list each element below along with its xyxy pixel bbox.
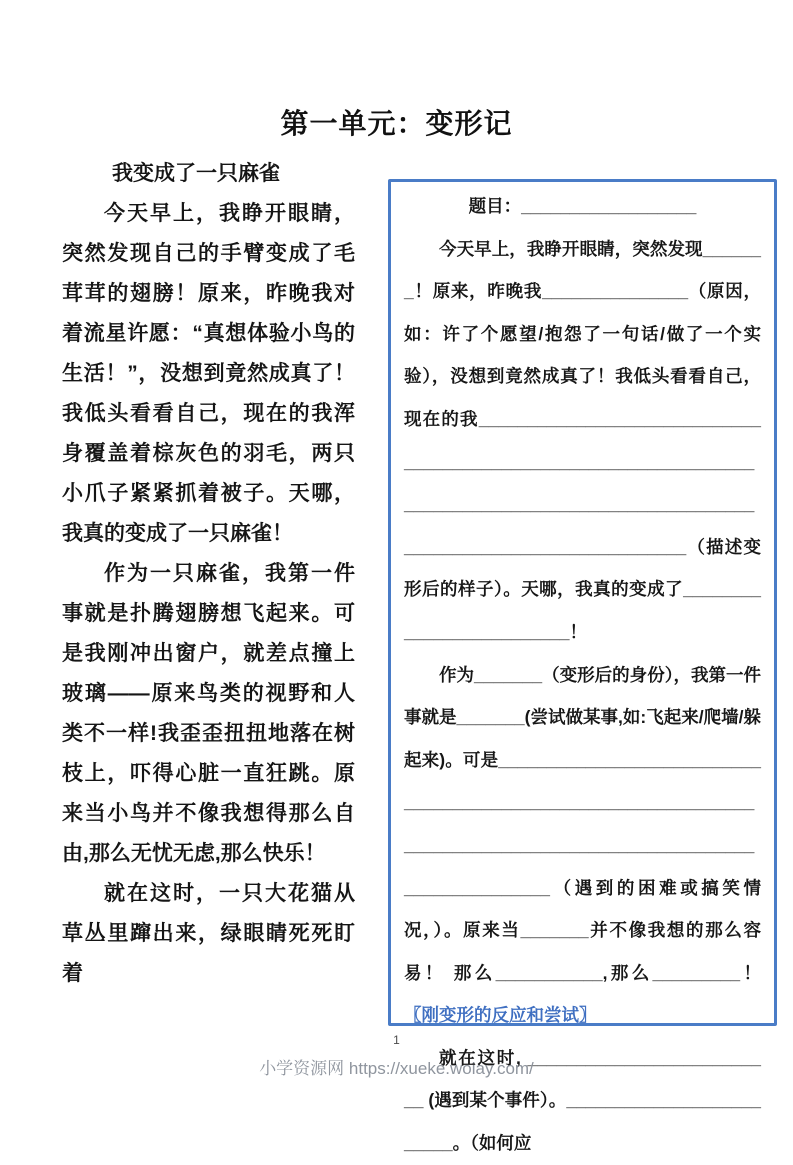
essay-paragraph: 今天早上，我睁开眼睛，突然发现自己的手臂变成了毛茸茸的翅膀！原来，昨晚我对着流星许愿：“真想体验小鸟的生活！”，没想到竟然成真了！我低头看看自己，现在的我浑身覆盖着棕灰色的羽毛，两只小爪子紧紧抓着被子。天哪，我真的变成了一只麻雀！: [62, 202, 355, 545]
example-essay: [62, 154, 355, 994]
essay-paragraphs: [62, 194, 355, 994]
essay-paragraph: 作为一只麻雀，我第一件事就是扑腾翅膀想飞起来。可是我刚冲出窗户，就差点撞上玻璃——原来鸟类的视野和人类不一样!我歪歪扭扭地落在树枝上，吓得心脏一直狂跳。原来当小鸟并不像我想得那么自由,那么无忧无虑,那么快乐！: [62, 562, 355, 865]
template-text: 作为_______（变形后的身份），我第一件事就是_______(尝试做某事,如:飞起来/爬墙/躲起来)。可是__________________________________________________________________________________________________________________（遇到的困难或搞笑情况，）。原来当_______并不像我想的那么容易！ 那么___________,那么_________！: [404, 664, 761, 983]
template-text: 今天早上，我睁开眼睛，突然发现_______！原来，昨晚我_______________（原因，如：许了个愿望/抱怨了一句话/做了一个实验），没想到竟然成真了！我低头看看自己，现在的我__________________________________________________________________________________________________________________________________（描述变形后的样子）。天哪，我真的变成了_________________________！: [404, 238, 761, 642]
essay-title: 我变成了一只麻雀: [112, 162, 280, 185]
page-number: 1: [393, 1033, 400, 1047]
template-paragraphs: [404, 228, 761, 1165]
page-title: 第一单元：变形记: [280, 108, 513, 139]
essay-paragraph: 就在这时，一只大花猫从草丛里蹿出来，绿眼睛死死盯着: [62, 882, 355, 985]
footer-watermark: 小学资源网 https://xueke.woiay.com/: [259, 1059, 534, 1078]
template-title-line: 题目：__________________: [468, 196, 697, 216]
template-paragraph: [404, 654, 761, 1037]
template-paragraph: [404, 228, 761, 654]
annotation-note: 〖刚变形的反应和尝试〗: [404, 1005, 597, 1026]
template-text: 就在这时, __________________________ (遇到某个事件）。_________________________。（如何应: [404, 1047, 761, 1154]
